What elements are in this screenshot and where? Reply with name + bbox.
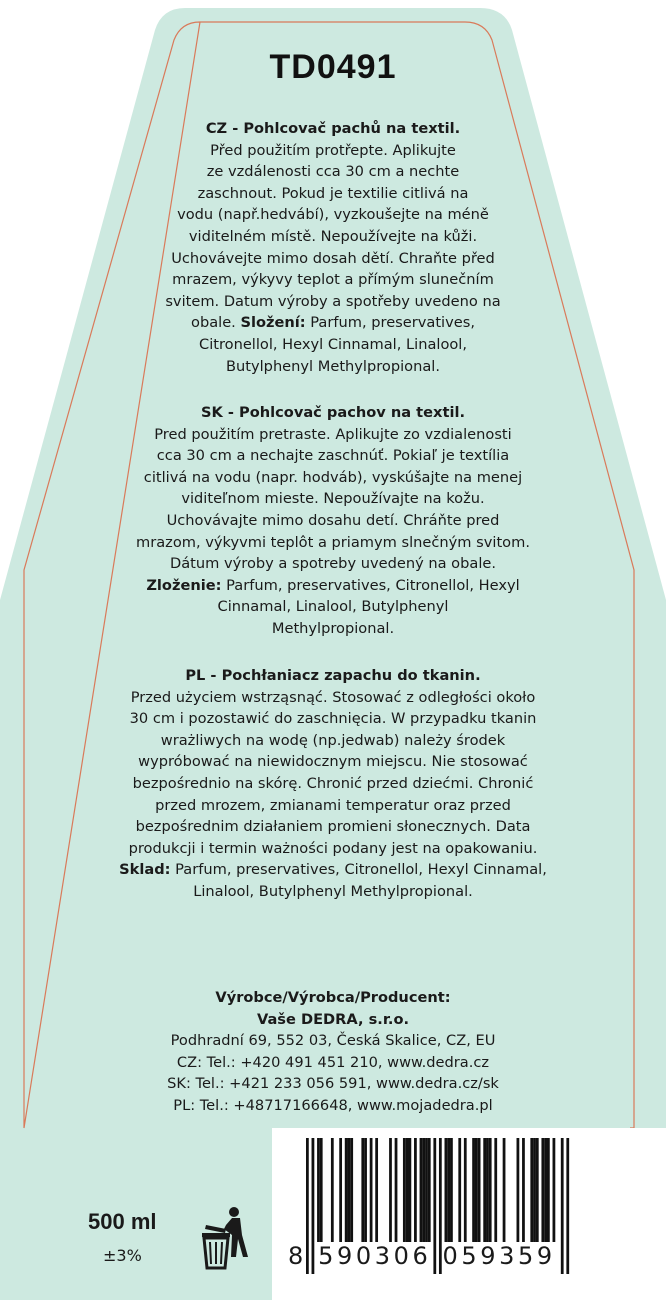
producer-sk-contact: SK: Tel.: +421 233 056 591, www.dedra.cz/sk <box>167 1075 499 1093</box>
barcode-bar <box>317 1138 320 1242</box>
sk-composition-line: Methylpropional. <box>271 619 395 637</box>
cz-line: Před použitím protřepte. Aplikujte <box>210 141 456 159</box>
barcode-bar <box>370 1138 373 1242</box>
barcode-bar <box>533 1138 536 1242</box>
barcode-bar <box>483 1138 486 1242</box>
cz-composition-lead: obale. <box>191 314 236 332</box>
barcode-bar <box>361 1138 364 1242</box>
sk-title: SK - Pohlcovač pachov na textil. <box>200 404 465 421</box>
barcode-bar <box>522 1138 525 1242</box>
sk-line: Pred použitím pretraste. Aplikujte zo vzdialenosti <box>154 425 512 443</box>
barcode-bar <box>331 1138 334 1242</box>
barcode-bar <box>486 1138 489 1242</box>
barcode-bar <box>428 1138 431 1242</box>
pl-line: bezpośrednim działaniem promieni słonecznych. Data <box>135 818 531 836</box>
sk-line: mrazom, výkyvmi teplôt a priamym slnečným svitom. <box>136 533 530 551</box>
pl-line: Przed użyciem wstrząsnąć. Stosować z odległości około <box>130 688 536 706</box>
sk-line: Dátum výroby a spotreby uvedený na obale. <box>170 555 496 573</box>
barcode-bar <box>503 1138 506 1242</box>
barcode-bar <box>414 1138 417 1242</box>
barcode-bar <box>517 1138 520 1242</box>
barcode-bar <box>320 1138 323 1242</box>
barcode-bar <box>547 1138 550 1242</box>
barcode-bar <box>339 1138 342 1242</box>
pl-line: wypróbować na niewidocznym miejscu. Nie stosować <box>138 753 528 771</box>
pl-line: produkcji i termin ważności podany jest na opakowaniu. <box>128 839 538 857</box>
cz-composition-line: Citronellol, Hexyl Cinnamal, Linalool, <box>199 335 467 353</box>
cz-line: zaschnout. Pokud je textilie citlivá na <box>197 184 469 202</box>
barcode-bar <box>350 1138 353 1242</box>
sk-line: cca 30 cm a nechajte zaschnúť. Pokiaľ je textília <box>156 447 510 465</box>
cz-line: svitem. Datum výroby a spotřeby uvedeno na <box>165 292 501 310</box>
barcode-bar <box>475 1138 478 1242</box>
barcode-bar <box>544 1138 547 1242</box>
pl-composition-first: Parfum, preservatives, Citronellol, Hexyl Cinnamal, <box>175 861 547 879</box>
cz-line: mrazem, výkyvy teplot a přímým slunečním <box>172 271 494 289</box>
barcode-bar <box>420 1138 423 1242</box>
barcode-bar <box>478 1138 481 1242</box>
barcode-bar <box>458 1138 461 1242</box>
pl-line: wrażliwych na wodę (np.jedwab) należy środek <box>160 731 506 749</box>
barcode-bar <box>395 1138 398 1242</box>
cz-line: vodu (např.hedvábí), vyzkoušejte na méně <box>177 206 489 224</box>
cz-composition-first: Parfum, preservatives, <box>310 314 475 332</box>
pl-title: PL - Pochłaniacz zapachu do tkanin. <box>185 667 481 684</box>
pl-composition-label: Sklad: <box>119 861 171 879</box>
barcode-bar <box>425 1138 428 1242</box>
cz-line: viditelném místě. Nepoužívejte na kůži. <box>188 227 478 245</box>
barcode-bar <box>364 1138 367 1242</box>
pl-line: 30 cm i pozostawić do zaschnięcia. W przypadku tkanin <box>129 710 537 728</box>
producer-address: Podhradní 69, 552 03, Česká Skalice, CZ, EU <box>170 1032 496 1050</box>
sk-line: viditeľnom mieste. Nepoužívajte na kožu. <box>181 490 485 508</box>
pl-line: przed mrozem, zmianami temperatur oraz przed <box>155 796 511 814</box>
barcode-number: 8 590306 059359 <box>288 1242 556 1270</box>
barcode-bar <box>536 1138 539 1242</box>
producer-pl-contact: PL: Tel.: +48717166648, www.mojadedra.pl <box>173 1096 493 1114</box>
barcode-bar <box>553 1138 556 1242</box>
cz-composition-label: Složení: <box>240 314 306 332</box>
barcode-bar <box>345 1138 348 1242</box>
volume: 500 ml <box>88 1209 157 1234</box>
volume-tolerance: ±3% <box>103 1246 142 1265</box>
barcode-bar <box>406 1138 409 1242</box>
barcode-bar <box>489 1138 492 1242</box>
cz-line: Uchovávejte mimo dosah dětí. Chraňte před <box>171 249 495 267</box>
sk-composition-label: Zloženie: <box>146 576 222 594</box>
sk-composition-first: Parfum, preservatives, Citronellol, Hexyl <box>226 576 520 594</box>
barcode-bar <box>348 1138 351 1242</box>
barcode-bar <box>530 1138 533 1242</box>
cz-line: ze vzdálenosti cca 30 cm a nechte <box>206 163 460 181</box>
barcode-bar <box>403 1138 406 1242</box>
barcode-bar <box>422 1138 425 1242</box>
barcode-bar <box>445 1138 448 1242</box>
cz-composition-line: Butylphenyl Methylpropional. <box>226 357 440 375</box>
cz-title: CZ - Pohlcovač pachů na textil. <box>205 120 461 137</box>
producer-heading: Výrobce/Výrobca/Producent: <box>215 989 451 1006</box>
sk-line: citlivá na vodu (napr. hodváb), vyskúšajte na menej <box>143 468 523 486</box>
sk-line: Uchovávajte mimo dosahu detí. Chráňte pred <box>166 511 500 529</box>
barcode-bar <box>450 1138 453 1242</box>
barcode-bar <box>375 1138 378 1242</box>
product-code: TD0491 <box>269 48 397 86</box>
barcode-bar <box>494 1138 497 1242</box>
barcode-bar <box>541 1138 544 1242</box>
barcode-bar <box>464 1138 467 1242</box>
producer-cz-contact: CZ: Tel.: +420 491 451 210, www.dedra.cz <box>176 1053 490 1071</box>
barcode-bar <box>447 1138 450 1242</box>
barcode-bar <box>389 1138 392 1242</box>
barcode-bar <box>472 1138 475 1242</box>
barcode-bar <box>566 1138 569 1274</box>
producer-company: Vaše DEDRA, s.r.o. <box>256 1010 410 1028</box>
pl-line: bezpośrednio na skórę. Chronić przed dziećmi. Chronić <box>132 774 534 792</box>
pl-composition-line: Linalool, Butylphenyl Methylpropional. <box>193 882 473 900</box>
barcode-bar <box>408 1138 411 1242</box>
sk-composition-line: Cinnamal, Linalool, Butylphenyl <box>217 598 449 616</box>
